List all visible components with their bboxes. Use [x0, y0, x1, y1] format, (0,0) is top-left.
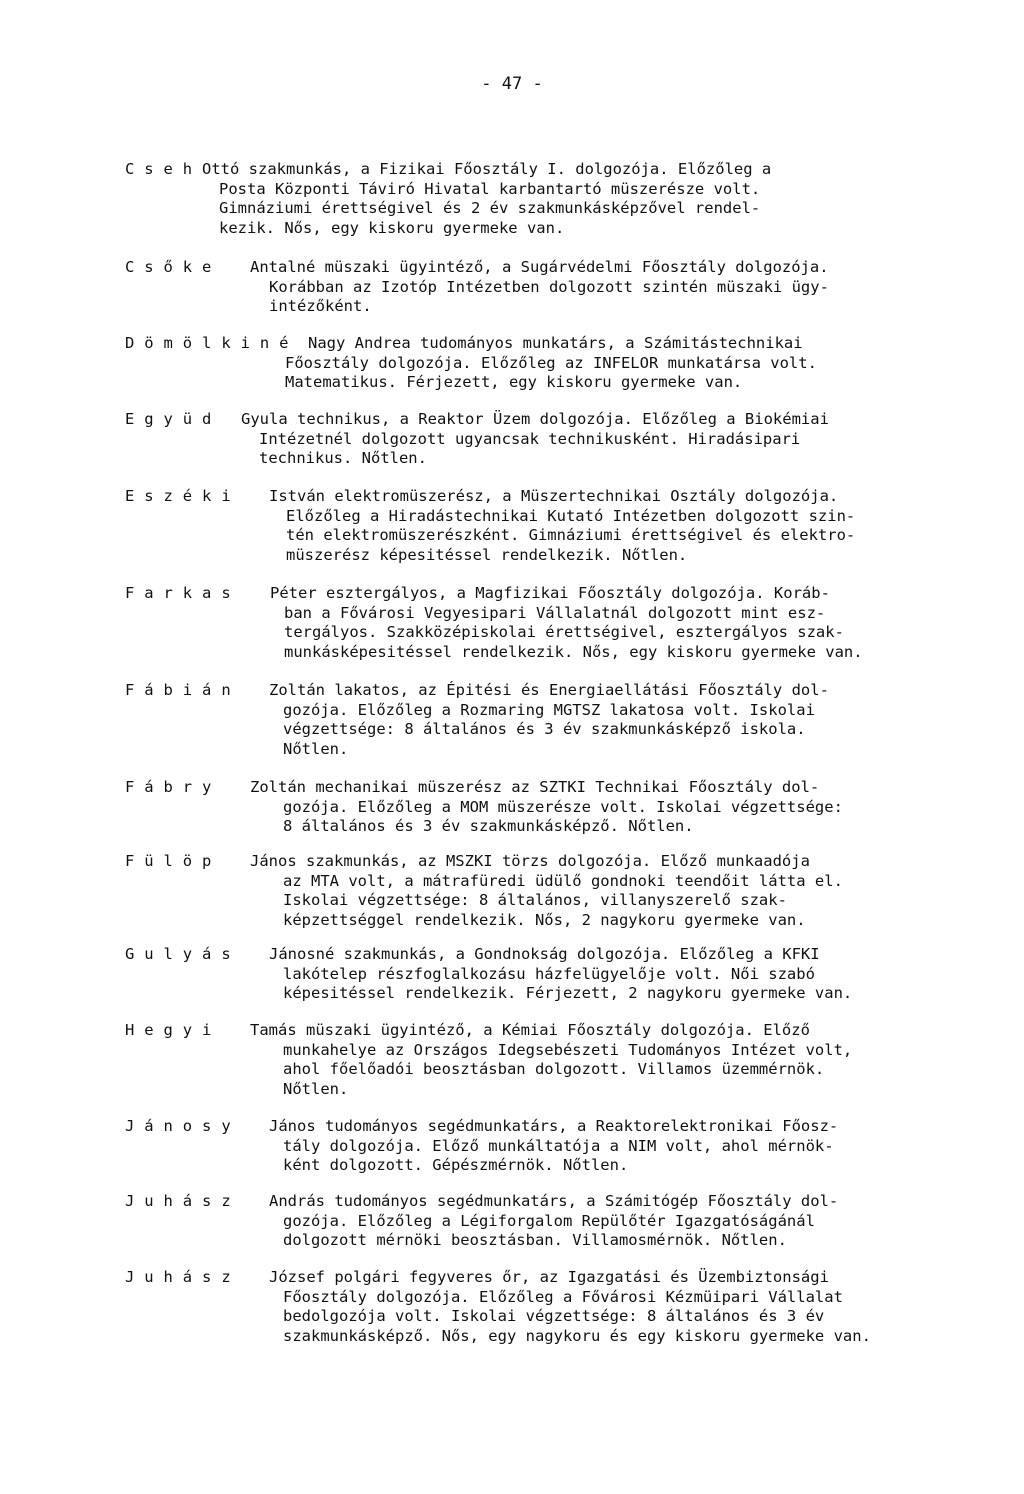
entry-text	[269, 487, 1005, 565]
entry-fulop	[125, 852, 1005, 930]
text-line: Matematikus. Férjezett, egy kiskoru gyermeke van.	[285, 373, 743, 391]
entry-text	[250, 778, 1005, 837]
entry-surname: F ü l ö p	[125, 852, 212, 870]
text-line: Előzőleg a Hiradástechnikai Kutató Intézetben dolgozott szin-	[286, 506, 856, 525]
entry-janosy	[125, 1117, 1005, 1176]
entry-juhasz-jozsef	[125, 1268, 1005, 1346]
text-line: Korábban az Izotóp Intézetben dolgozott szintén müszaki ügy-	[269, 277, 829, 296]
text-line: szakmunkásképző. Nős, egy nagykoru és egy kiskoru gyermeke van.	[283, 1326, 871, 1345]
entry-text	[269, 1268, 1005, 1346]
text-line: Nőtlen.	[283, 1079, 349, 1098]
text-line: dolgozott mérnöki beosztásban. Villamosmérnök. Nőtlen.	[283, 1231, 787, 1249]
entry-fabry	[125, 778, 1005, 837]
text-line: gozója. Előzőleg a Légiforgalom Repülőtér Igazgatóságánál	[283, 1211, 815, 1230]
first-line: János szakmunkás, az MSZKI törzs dolgozója. Előző munkaadója	[250, 852, 810, 870]
first-line: András tudományos segédmunkatárs, a Számitógép Főosztály dol-	[269, 1192, 839, 1210]
first-line: Antalné müszaki ügyintéző, a Sugárvédelmi Főosztály dolgozója.	[250, 258, 829, 276]
entry-gulyas	[125, 945, 1005, 1004]
first-line: Ottó szakmunkás, a Fizikai Főosztály I. dolgozója. Előzőleg a	[202, 160, 772, 178]
text-line: Nőtlen.	[283, 739, 349, 758]
entry-surname: H e g y i	[125, 1021, 212, 1039]
text-line: ban a Fővárosi Vegyesipari Vállalatnál dolgozott mint esz-	[284, 603, 826, 622]
first-line: István elektromüszerész, a Müszertechnikai Osztály dolgozója.	[269, 487, 839, 505]
entry-surname: F a r k a s	[125, 584, 231, 602]
first-line: Nagy Andrea tudományos munkatárs, a Számitástechnikai	[308, 334, 803, 352]
text-line: Intézetnél dolgozott ugyancsak technikusként. Hiradásipari	[259, 429, 801, 448]
entry-surname: G u l y á s	[125, 945, 231, 963]
text-line: intézőként.	[269, 297, 372, 315]
entry-juhasz-andras	[125, 1192, 1005, 1251]
text-line: képesitéssel rendelkezik. Férjezett, 2 nagykoru gyermeke van.	[283, 984, 853, 1002]
first-line: Péter esztergályos, a Magfizikai Főosztály dolgozója. Koráb-	[270, 584, 830, 602]
entry-text	[269, 681, 1005, 759]
entry-farkas	[125, 584, 1005, 662]
entry-eszeki	[125, 487, 1005, 565]
entry-text	[250, 258, 1005, 317]
entry-surname: J u h á s z	[125, 1192, 231, 1210]
text-line: az MTA volt, a mátrafüredi üdülő gondnoki teendőit látta el.	[283, 871, 843, 890]
entry-text	[202, 160, 1005, 238]
text-line: tergályos. Szakközépiskolai érettségivel, esztergályos szak-	[284, 623, 844, 641]
text-line: gozója. Előzőleg a Rozmaring MGTSZ lakatosa volt. Iskolai	[283, 700, 815, 719]
entry-text	[250, 1021, 1005, 1099]
entry-surname: J á n o s y	[125, 1117, 231, 1135]
entry-fabian	[125, 681, 1005, 759]
text-line: kezik. Nős, egy kiskoru gyermeke van.	[219, 218, 565, 237]
text-line: Gimnáziumi érettségivel és 2 év szakmunkásképzővel rendel-	[219, 199, 761, 217]
first-line: Zoltán lakatos, az Épitési és Energiaellátási Főosztály dol-	[269, 681, 829, 699]
first-line: Jánosné szakmunkás, a Gondnokság dolgozója. Előzőleg a KFKI	[269, 945, 820, 963]
entry-text	[269, 1117, 1005, 1176]
entry-text	[241, 410, 1005, 469]
entry-text	[269, 1192, 1005, 1251]
text-line: ként dolgozott. Gépészmérnök. Nőtlen.	[283, 1156, 629, 1174]
text-line: végzettsége: 8 általános és 3 év szakmunkásképző iskola.	[283, 720, 806, 738]
entry-cseh	[125, 160, 1005, 238]
entry-surname: C s ő k e	[125, 258, 212, 276]
entry-surname: F á b i á n	[125, 681, 231, 699]
text-line: 8 általános és 3 év szakmunkásképző. Nőtlen.	[283, 817, 694, 835]
text-line: munkásképesitéssel rendelkezik. Nős, egy kiskoru gyermeke van.	[284, 642, 863, 661]
entry-csoke	[125, 258, 1005, 317]
entry-surname: J u h á s z	[125, 1268, 231, 1286]
entry-surname: F á b r y	[125, 778, 212, 796]
entry-text	[269, 945, 1005, 1004]
first-line: József polgári fegyveres őr, az Igazgatási és Üzembiztonsági	[269, 1268, 829, 1286]
entry-text	[250, 852, 1005, 930]
text-line: ahol főelőadói beosztásban dolgozott. Villamos üzemmérnök.	[283, 1060, 825, 1078]
text-line: Iskolai végzettsége: 8 általános, villanyszerelő szak-	[283, 891, 787, 909]
text-line: müszerész képesitéssel rendelkezik. Nőtlen.	[286, 545, 688, 564]
first-line: Zoltán mechanikai müszerész az SZTKI Technikai Főosztály dol-	[250, 778, 820, 796]
text-line: tén elektromüszerészként. Gimnáziumi érettségivel és elektro-	[286, 526, 856, 544]
text-line: Főosztály dolgozója. Előzőleg a Fővárosi Kézmüipari Vállalat	[283, 1287, 843, 1306]
text-line: technikus. Nőtlen.	[259, 449, 427, 467]
text-line: gozója. Előzőleg a MOM müszerésze volt. Iskolai végzettsége:	[283, 797, 843, 816]
entry-hegyi	[125, 1021, 1005, 1099]
entry-egyud	[125, 410, 1005, 469]
text-line: lakótelep részfoglalkozásu házfelügyelője volt. Női szabó	[283, 964, 815, 983]
entry-surname: E g y ü d	[125, 410, 212, 428]
entry-surname: D ö m ö l k i n é	[125, 334, 289, 352]
first-line: Gyula technikus, a Reaktor Üzem dolgozója. Előzőleg a Biokémiai	[241, 410, 829, 428]
first-line: János tudományos segédmunkatárs, a Reaktorelektronikai Főosz-	[269, 1117, 839, 1135]
text-line: bedolgozója volt. Iskolai végzettsége: 8 általános és 3 év	[283, 1307, 825, 1325]
entry-domolkine	[125, 334, 1005, 393]
entry-text	[270, 584, 1005, 662]
text-line: képzettséggel rendelkezik. Nős, 2 nagykoru gyermeke van.	[283, 910, 806, 929]
text-line: tály dolgozója. Előző munkáltatója a NIM volt, ahol mérnök-	[283, 1136, 834, 1155]
text-line: Főosztály dolgozója. Előzőleg az INFELOR munkatársa volt.	[285, 353, 817, 372]
text-line: Posta Központi Táviró Hivatal karbantartó müszerésze volt.	[219, 179, 761, 198]
entry-text	[285, 334, 1005, 393]
page-number: - 47 -	[481, 74, 543, 94]
entry-surname: E s z é k i	[125, 487, 231, 505]
text-line: munkahelye az Országos Idegsebészeti Tudományos Intézet volt,	[283, 1040, 853, 1059]
first-line: Tamás müszaki ügyintéző, a Kémiai Főosztály dolgozója. Előző	[250, 1021, 810, 1039]
entry-surname: C s e h	[125, 160, 193, 178]
